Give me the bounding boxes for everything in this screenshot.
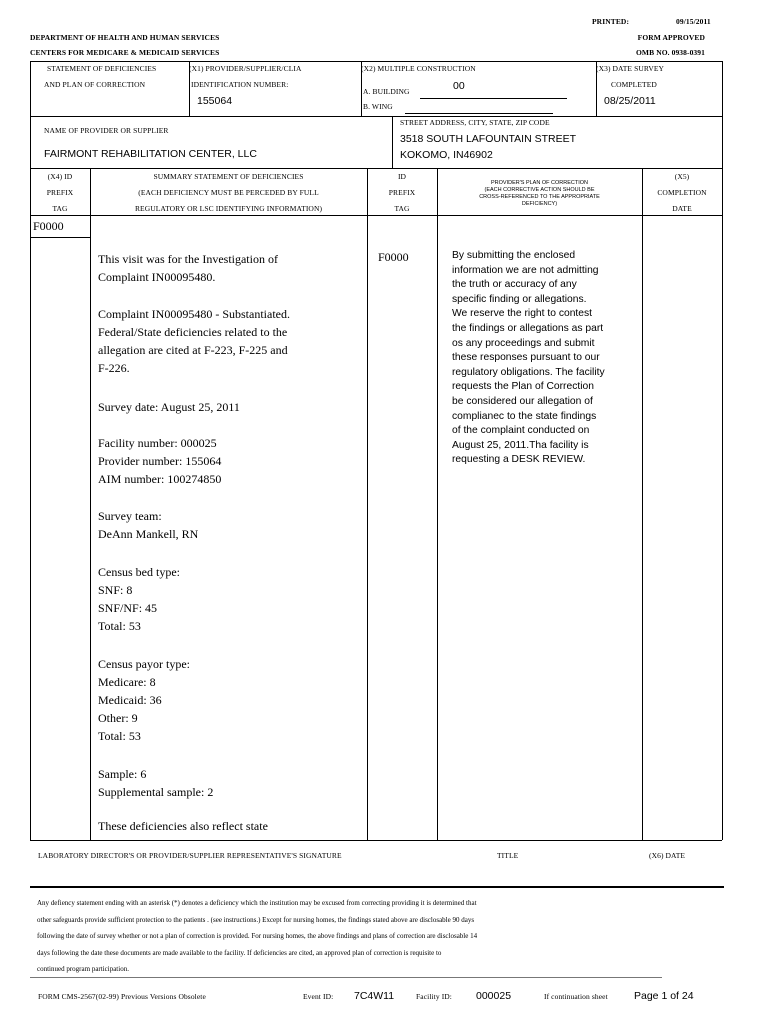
building-underline: [420, 98, 567, 99]
provider-name: FAIRMONT REHABILITATION CENTER, LLC: [44, 148, 257, 160]
signature-title: TITLE: [497, 851, 519, 860]
summary-block: This visit was for the Investigation of Complaint IN00095480.: [98, 252, 278, 284]
signature-label: LABORATORY DIRECTOR'S OR PROVIDER/SUPPLIER REPRESENTATIVE'S SIGNATURE: [38, 851, 342, 860]
summary-block: Census bed type: SNF: 8 SNF/NF: 45 Total: 53: [98, 565, 180, 633]
rule: [30, 116, 722, 117]
facility-id-label: Facility ID:: [416, 992, 452, 1001]
rule: [30, 168, 722, 169]
x1-label: (X1) PROVIDER/SUPPLIER/CLIA: [189, 64, 302, 73]
x2-label: (X2) MULTIPLE CONSTRUCTION: [361, 64, 476, 73]
rule: [722, 61, 723, 840]
summary-header-line3: REGULATORY OR LSC IDENTIFYING INFORMATION): [134, 204, 323, 213]
rule: [30, 215, 722, 216]
disclaimer-line: Any defiency statement ending with an asterisk (*) denotes a deficiency which the institution may be excused from correcting providing it is determined that: [37, 899, 477, 907]
department-name: DEPARTMENT OF HEALTH AND HUMAN SERVICES: [30, 33, 220, 42]
plan-of-correction-text: By submitting the enclosed information we are not admitting the truth or accuracy of any specific finding or allegations. We reserve the right to contest the findings or allegations as part os any proceedings and submit these responses pursuant to our regulatory obligations. The facility requests the Plan of Correction be considered our allegation of complianec to the state findings of the complaint conducted on August 25, 2011.Tha facility is requesting a DESK REVIEW.: [452, 250, 605, 466]
plan-header-line3: CROSS-REFERENCED TO THE APPROPRIATE: [479, 194, 600, 200]
summary-header-line2: (EACH DEFICIENCY MUST BE PERCEDED BY FULL: [138, 188, 319, 197]
plan-header-line2: (EACH CORRECTIVE ACTION SHOULD BE: [484, 187, 595, 193]
signature-date: (X6) DATE: [649, 851, 686, 860]
disclaimer-line: following the date of survey whether or not a plan of correction is provided. For nursing homes, the above findings and plans of correction are disclosable 14: [37, 932, 478, 940]
footer-form: FORM CMS-2567(02-99) Previous Versions Obsolete: [38, 992, 206, 1001]
summary-block: Survey team: DeAnn Mankell, RN: [98, 509, 199, 541]
printed-date: 09/15/2011: [676, 17, 711, 26]
address-street: 3518 SOUTH LAFOUNTAIN STREET: [400, 133, 577, 145]
x5-header-line3: DATE: [672, 204, 692, 213]
summary-header-line1: SUMMARY STATEMENT OF DEFICIENCIES: [153, 172, 304, 181]
disclaimer-line: continued program participation.: [37, 965, 129, 973]
x4-header-line1: (X4) ID: [47, 172, 73, 181]
x4-header-line2: PREFIX: [46, 188, 74, 197]
centers-name: CENTERS FOR MEDICARE & MEDICAID SERVICES: [30, 48, 220, 57]
address-label: STREET ADDRESS, CITY, STATE, ZIP CODE: [400, 118, 550, 127]
summary-block: These deficiencies also reflect state: [98, 819, 268, 833]
facility-id-value: 000025: [476, 990, 512, 1002]
rule: [90, 168, 91, 840]
building-value: 00: [453, 80, 465, 92]
x5-header-line2: COMPLETION: [657, 188, 707, 197]
x5-header-line1: (X5): [674, 172, 690, 181]
rule: [30, 840, 722, 841]
rule: [437, 168, 438, 840]
wing-underline: [405, 113, 553, 114]
rule: [30, 237, 90, 238]
x3-label: (X3) DATE SURVEY: [596, 64, 665, 73]
page-number: Page 1 of 24: [634, 990, 694, 1002]
id-header-line2: PREFIX: [388, 188, 416, 197]
wing-label: B. WING: [363, 102, 393, 111]
x1-label-line2: IDENTIFICATION NUMBER:: [191, 80, 289, 89]
rule: [642, 168, 643, 840]
id-header-line1: ID: [397, 172, 407, 181]
rule: [30, 886, 724, 888]
rule: [30, 977, 662, 978]
summary-block: Sample: 6 Supplemental sample: 2: [98, 767, 214, 799]
plan-header-line1: PROVIDER'S PLAN OF CORRECTION: [490, 180, 588, 186]
building-label: A. BUILDING: [363, 87, 410, 96]
summary-block: Census payor type: Medicare: 8 Medicaid: 36 Other: 9 Total: 53: [98, 657, 190, 743]
omb-number: OMB NO. 0938-0391: [636, 48, 705, 57]
summary-block: Survey date: August 25, 2011: [98, 400, 240, 414]
printed-label: PRINTED:: [592, 17, 630, 26]
summary-block: Complaint IN00095480 - Substantiated. Federal/State deficiencies related to the allegation are cited at F-223, F-225 and F-226.: [98, 307, 290, 375]
address-city: KOKOMO, IN46902: [400, 149, 493, 161]
rule: [367, 168, 368, 840]
disclaimer-line: other safeguards provide sufficient protection to the patients . (see instructions.) Except for nursing homes, the findings stated above are disclosable 90 days: [37, 915, 475, 924]
rule: [392, 116, 393, 168]
rule: [30, 61, 722, 62]
tag-left: F0000: [33, 219, 64, 233]
statement-label-line2: AND PLAN OF CORRECTION: [44, 80, 146, 89]
tag-right: F0000: [378, 250, 409, 264]
disclaimer-line: days following the date these documents are made available to the facility. If deficiencies are cited, an approved plan of correction is requisite to: [37, 948, 442, 957]
x3-label-line2: COMPLETED: [611, 80, 657, 89]
provider-name-label: NAME OF PROVIDER OR SUPPLIER: [44, 126, 169, 135]
statement-label-line1: STATEMENT OF DEFICIENCIES: [47, 64, 157, 73]
plan-header-line4: DEFICIENCY): [521, 201, 558, 207]
x1-provider-number: 155064: [197, 95, 233, 107]
disclaimer: [37, 895, 477, 978]
event-id-label: Event ID:: [303, 992, 334, 1001]
summary-block: Facility number: 000025 Provider number: 155064 AIM number: 100274850: [98, 436, 222, 486]
form-approved: FORM APPROVED: [637, 33, 705, 42]
id-header-line3: TAG: [394, 204, 410, 213]
x3-survey-date: 08/25/2011: [604, 95, 656, 107]
event-id-value: 7C4W11: [354, 990, 395, 1002]
continuation-label: If continuation sheet: [544, 992, 608, 1001]
x4-header-line3: TAG: [52, 204, 68, 213]
